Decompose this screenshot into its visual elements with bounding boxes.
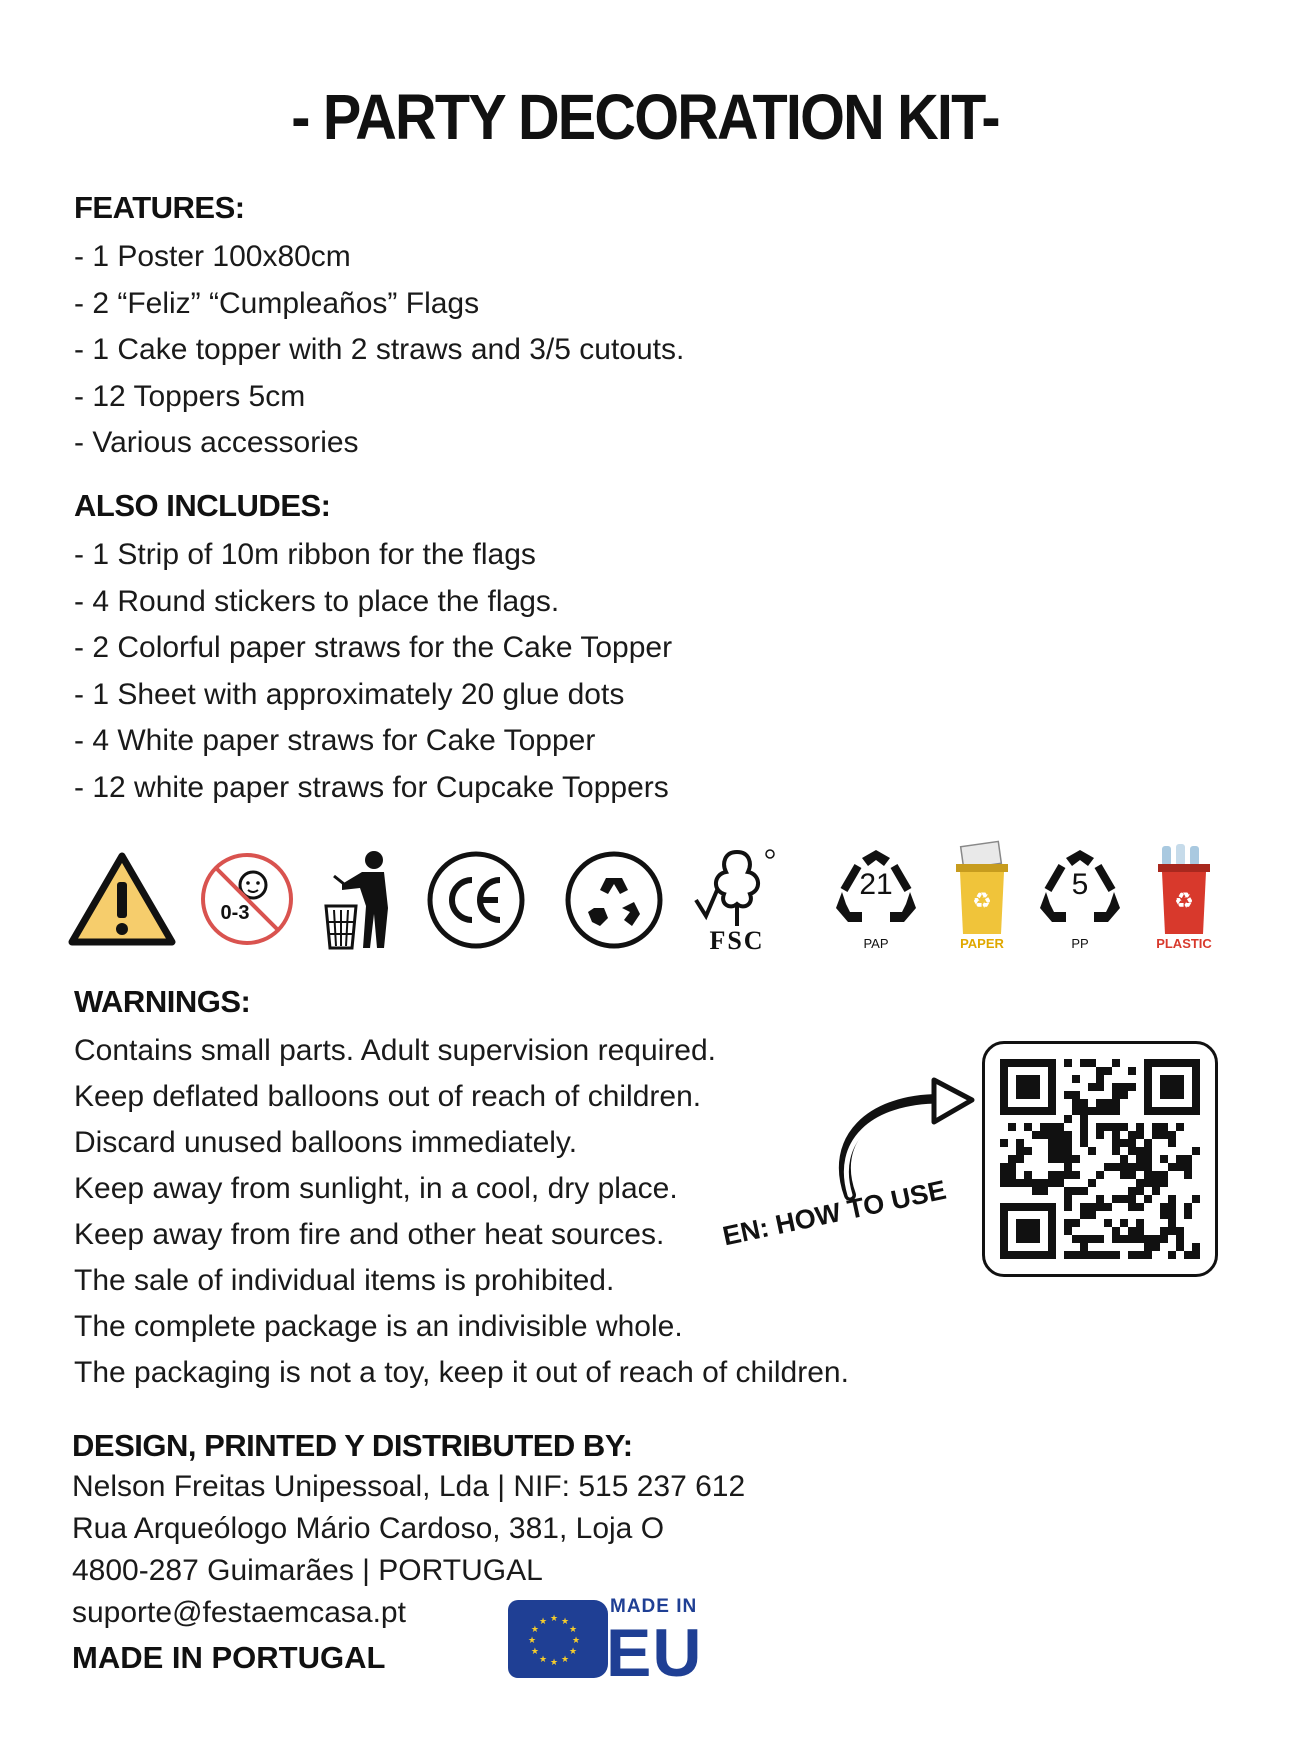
svg-text:★: ★ [530, 1624, 539, 1634]
eu-label: EU [606, 1615, 703, 1691]
features-heading: FEATURES: [74, 190, 245, 225]
symbols-row [60, 840, 1220, 960]
svg-text:♻: ♻ [972, 889, 992, 914]
include-item: - 4 Round stickers to place the flags. [74, 584, 560, 618]
warnings-section [74, 984, 849, 1396]
feature-item: - 2 “Feliz” “Cumpleaños” Flags [74, 286, 480, 320]
recycle-icon [564, 850, 664, 950]
fsc-label: FSC [709, 926, 765, 955]
warning-item: Keep away from fire and other heat sources. [74, 1218, 665, 1251]
warning-item: Keep deflated balloons out of reach of children. [74, 1080, 702, 1113]
plastic-bin-icon [1154, 840, 1214, 936]
dispose-in-bin-icon [322, 848, 396, 952]
feature-item: - 12 Toppers 5cm [74, 379, 306, 413]
svg-text:♻: ♻ [1174, 889, 1194, 914]
svg-text:★: ★ [569, 1624, 578, 1634]
distributor-street: Rua Arqueólogo Mário Cardoso, 381, Loja O [72, 1512, 665, 1545]
includes-section [74, 488, 672, 811]
warning-item: Discard unused balloons immediately. [74, 1126, 578, 1159]
age-label: 0-3 [220, 902, 250, 924]
distributor-heading: DESIGN, PRINTED Y DISTRIBUTED BY: [72, 1428, 633, 1463]
pp-number: 5 [1071, 868, 1089, 901]
svg-text:★: ★ [571, 1635, 581, 1645]
pp-label: PP [1071, 936, 1089, 951]
warning-item: The complete package is an indivisible whole. [74, 1310, 683, 1343]
includes-heading: ALSO INCLUDES: [74, 488, 331, 523]
fsc-tree-icon [692, 844, 782, 928]
distributor-company: Nelson Freitas Unipessoal, Lda | NIF: 515 237 612 [72, 1470, 746, 1503]
svg-text:★: ★ [560, 1654, 570, 1665]
paper-bin-icon [952, 840, 1012, 936]
svg-text:★: ★ [549, 1657, 559, 1667]
svg-text:★: ★ [560, 1615, 570, 1626]
svg-text:★: ★ [538, 1654, 548, 1665]
ce-mark-icon [426, 850, 526, 950]
eu-flag-icon [508, 1600, 608, 1678]
warnings-heading: WARNINGS: [74, 984, 251, 1019]
how-to-use-label: EN: HOW TO USE [720, 1174, 949, 1252]
feature-item: - 1 Poster 100x80cm [74, 240, 351, 273]
qr-code-pattern [1000, 1059, 1200, 1259]
feature-item: - 1 Cake topper with 2 straws and 3/5 cutouts. [74, 333, 685, 366]
curved-arrow-icon [830, 1070, 980, 1200]
include-item: - 1 Sheet with approximately 20 glue dots [74, 677, 625, 711]
page-title: - PARTY DECORATION KIT- [291, 81, 999, 153]
pap-label: PAP [863, 936, 889, 951]
svg-text:★: ★ [527, 1635, 537, 1645]
svg-text:★: ★ [569, 1646, 578, 1656]
eu-made-in-label: MADE IN [610, 1596, 698, 1617]
warning-triangle-icon [66, 850, 178, 950]
svg-text:★: ★ [538, 1615, 548, 1626]
plastic-label: PLASTIC [1156, 936, 1212, 951]
svg-text:★: ★ [549, 1613, 559, 1623]
features-section [74, 190, 684, 467]
distributor-city: 4800-287 Guimarães | PORTUGAL [72, 1554, 543, 1587]
include-item: - 12 white paper straws for Cupcake Toppers [74, 770, 669, 804]
svg-text:★: ★ [530, 1646, 539, 1656]
distributor-email[interactable]: suporte@festaemcasa.pt [72, 1596, 406, 1629]
include-item: - 1 Strip of 10m ribbon for the flags [74, 538, 536, 571]
warning-item: Keep away from sunlight, in a cool, dry place. [74, 1172, 678, 1205]
qr-code[interactable] [982, 1041, 1218, 1277]
pap-number: 21 [859, 868, 893, 901]
not-for-under-3-icon [198, 850, 296, 948]
warning-item: The packaging is not a toy, keep it out of reach of children. [74, 1356, 849, 1389]
warning-item: Contains small parts. Adult supervision required. [74, 1034, 716, 1067]
made-in-portugal: MADE IN PORTUGAL [72, 1640, 386, 1675]
include-item: - 2 Colorful paper straws for the Cake Topper [74, 631, 673, 664]
feature-item: - Various accessories [74, 426, 359, 459]
paper-label: PAPER [960, 936, 1004, 951]
include-item: - 4 White paper straws for Cake Topper [74, 724, 596, 757]
warning-item: The sale of individual items is prohibited. [74, 1264, 615, 1297]
